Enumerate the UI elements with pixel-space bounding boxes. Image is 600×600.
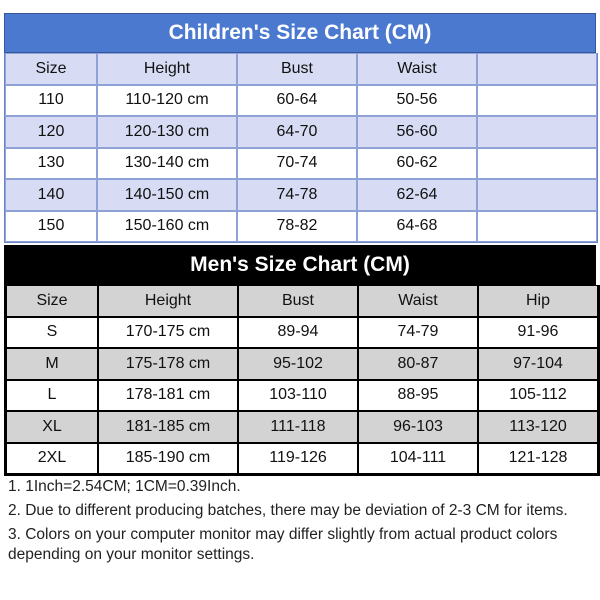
table-cell: 56-60 [357,116,477,148]
table-cell: 74-78 [237,179,357,211]
table-cell [477,85,597,117]
table-cell: 96-103 [358,411,478,443]
header-cell: Bust [237,53,357,85]
table-cell: 150 [5,211,97,243]
table-header-row [6,285,598,317]
table-cell [477,211,597,243]
children-size-chart [4,13,596,243]
header-cell: Size [6,285,98,317]
table-cell: 130-140 cm [97,148,237,180]
table-cell: 119-126 [238,443,358,475]
header-cell: Hip [478,285,598,317]
table-row [5,116,597,148]
table-cell: 88-95 [358,380,478,412]
header-cell [477,53,597,85]
table-cell: 89-94 [238,317,358,349]
size-notes [8,477,593,569]
table-cell: 170-175 cm [98,317,238,349]
table-row [6,443,598,475]
table-row [6,411,598,443]
table-cell: 97-104 [478,348,598,380]
table-cell: 91-96 [478,317,598,349]
table-cell: 60-62 [357,148,477,180]
note-colors: 3. Colors on your computer monitor may differ slightly from actual product colors depending on your monitor settings. [8,526,558,563]
table-cell: 103-110 [238,380,358,412]
table-cell: 185-190 cm [98,443,238,475]
header-cell: Waist [358,285,478,317]
table-cell: 110 [5,85,97,117]
header-cell: Size [5,53,97,85]
table-row [6,380,598,412]
table-cell: 62-64 [357,179,477,211]
note-deviation: 2. Due to different producing batches, there may be deviation of 2-3 CM for items. [8,502,568,519]
table-cell: 130 [5,148,97,180]
table-row [5,148,597,180]
table-cell: 111-118 [238,411,358,443]
table-cell: 78-82 [237,211,357,243]
table-cell [477,116,597,148]
table-row [5,85,597,117]
table-cell: 74-79 [358,317,478,349]
table-cell: 64-68 [357,211,477,243]
header-cell: Waist [357,53,477,85]
table-cell: 121-128 [478,443,598,475]
table-cell: 2XL [6,443,98,475]
table-cell: 150-160 cm [97,211,237,243]
table-header-row [5,53,597,85]
table-cell: 95-102 [238,348,358,380]
table-cell: 60-64 [237,85,357,117]
table-cell: 140 [5,179,97,211]
table-cell: 120 [5,116,97,148]
table-cell: XL [6,411,98,443]
table-row [5,179,597,211]
table-cell: L [6,380,98,412]
table-cell: M [6,348,98,380]
table-row [5,211,597,243]
table-cell: 175-178 cm [98,348,238,380]
table-cell: 80-87 [358,348,478,380]
table-cell: 70-74 [237,148,357,180]
header-cell: Height [97,53,237,85]
men-size-table [4,285,600,476]
table-row [6,348,598,380]
table-cell: 120-130 cm [97,116,237,148]
table-cell: 105-112 [478,380,598,412]
table-cell: S [6,317,98,349]
men-size-chart [4,245,596,476]
table-cell [477,179,597,211]
table-cell: 64-70 [237,116,357,148]
table-row [6,317,598,349]
table-cell: 181-185 cm [98,411,238,443]
table-cell: 178-181 cm [98,380,238,412]
note-conversion: 1. 1Inch=2.54CM; 1CM=0.39Inch. [8,478,241,495]
header-cell: Bust [238,285,358,317]
table-cell [477,148,597,180]
children-size-table [4,53,598,243]
header-cell: Height [98,285,238,317]
table-cell: 50-56 [357,85,477,117]
table-cell: 110-120 cm [97,85,237,117]
table-cell: 113-120 [478,411,598,443]
children-chart-title: Children's Size Chart (CM) [4,13,596,53]
men-chart-title: Men's Size Chart (CM) [4,245,596,285]
table-cell: 104-111 [358,443,478,475]
table-cell: 140-150 cm [97,179,237,211]
